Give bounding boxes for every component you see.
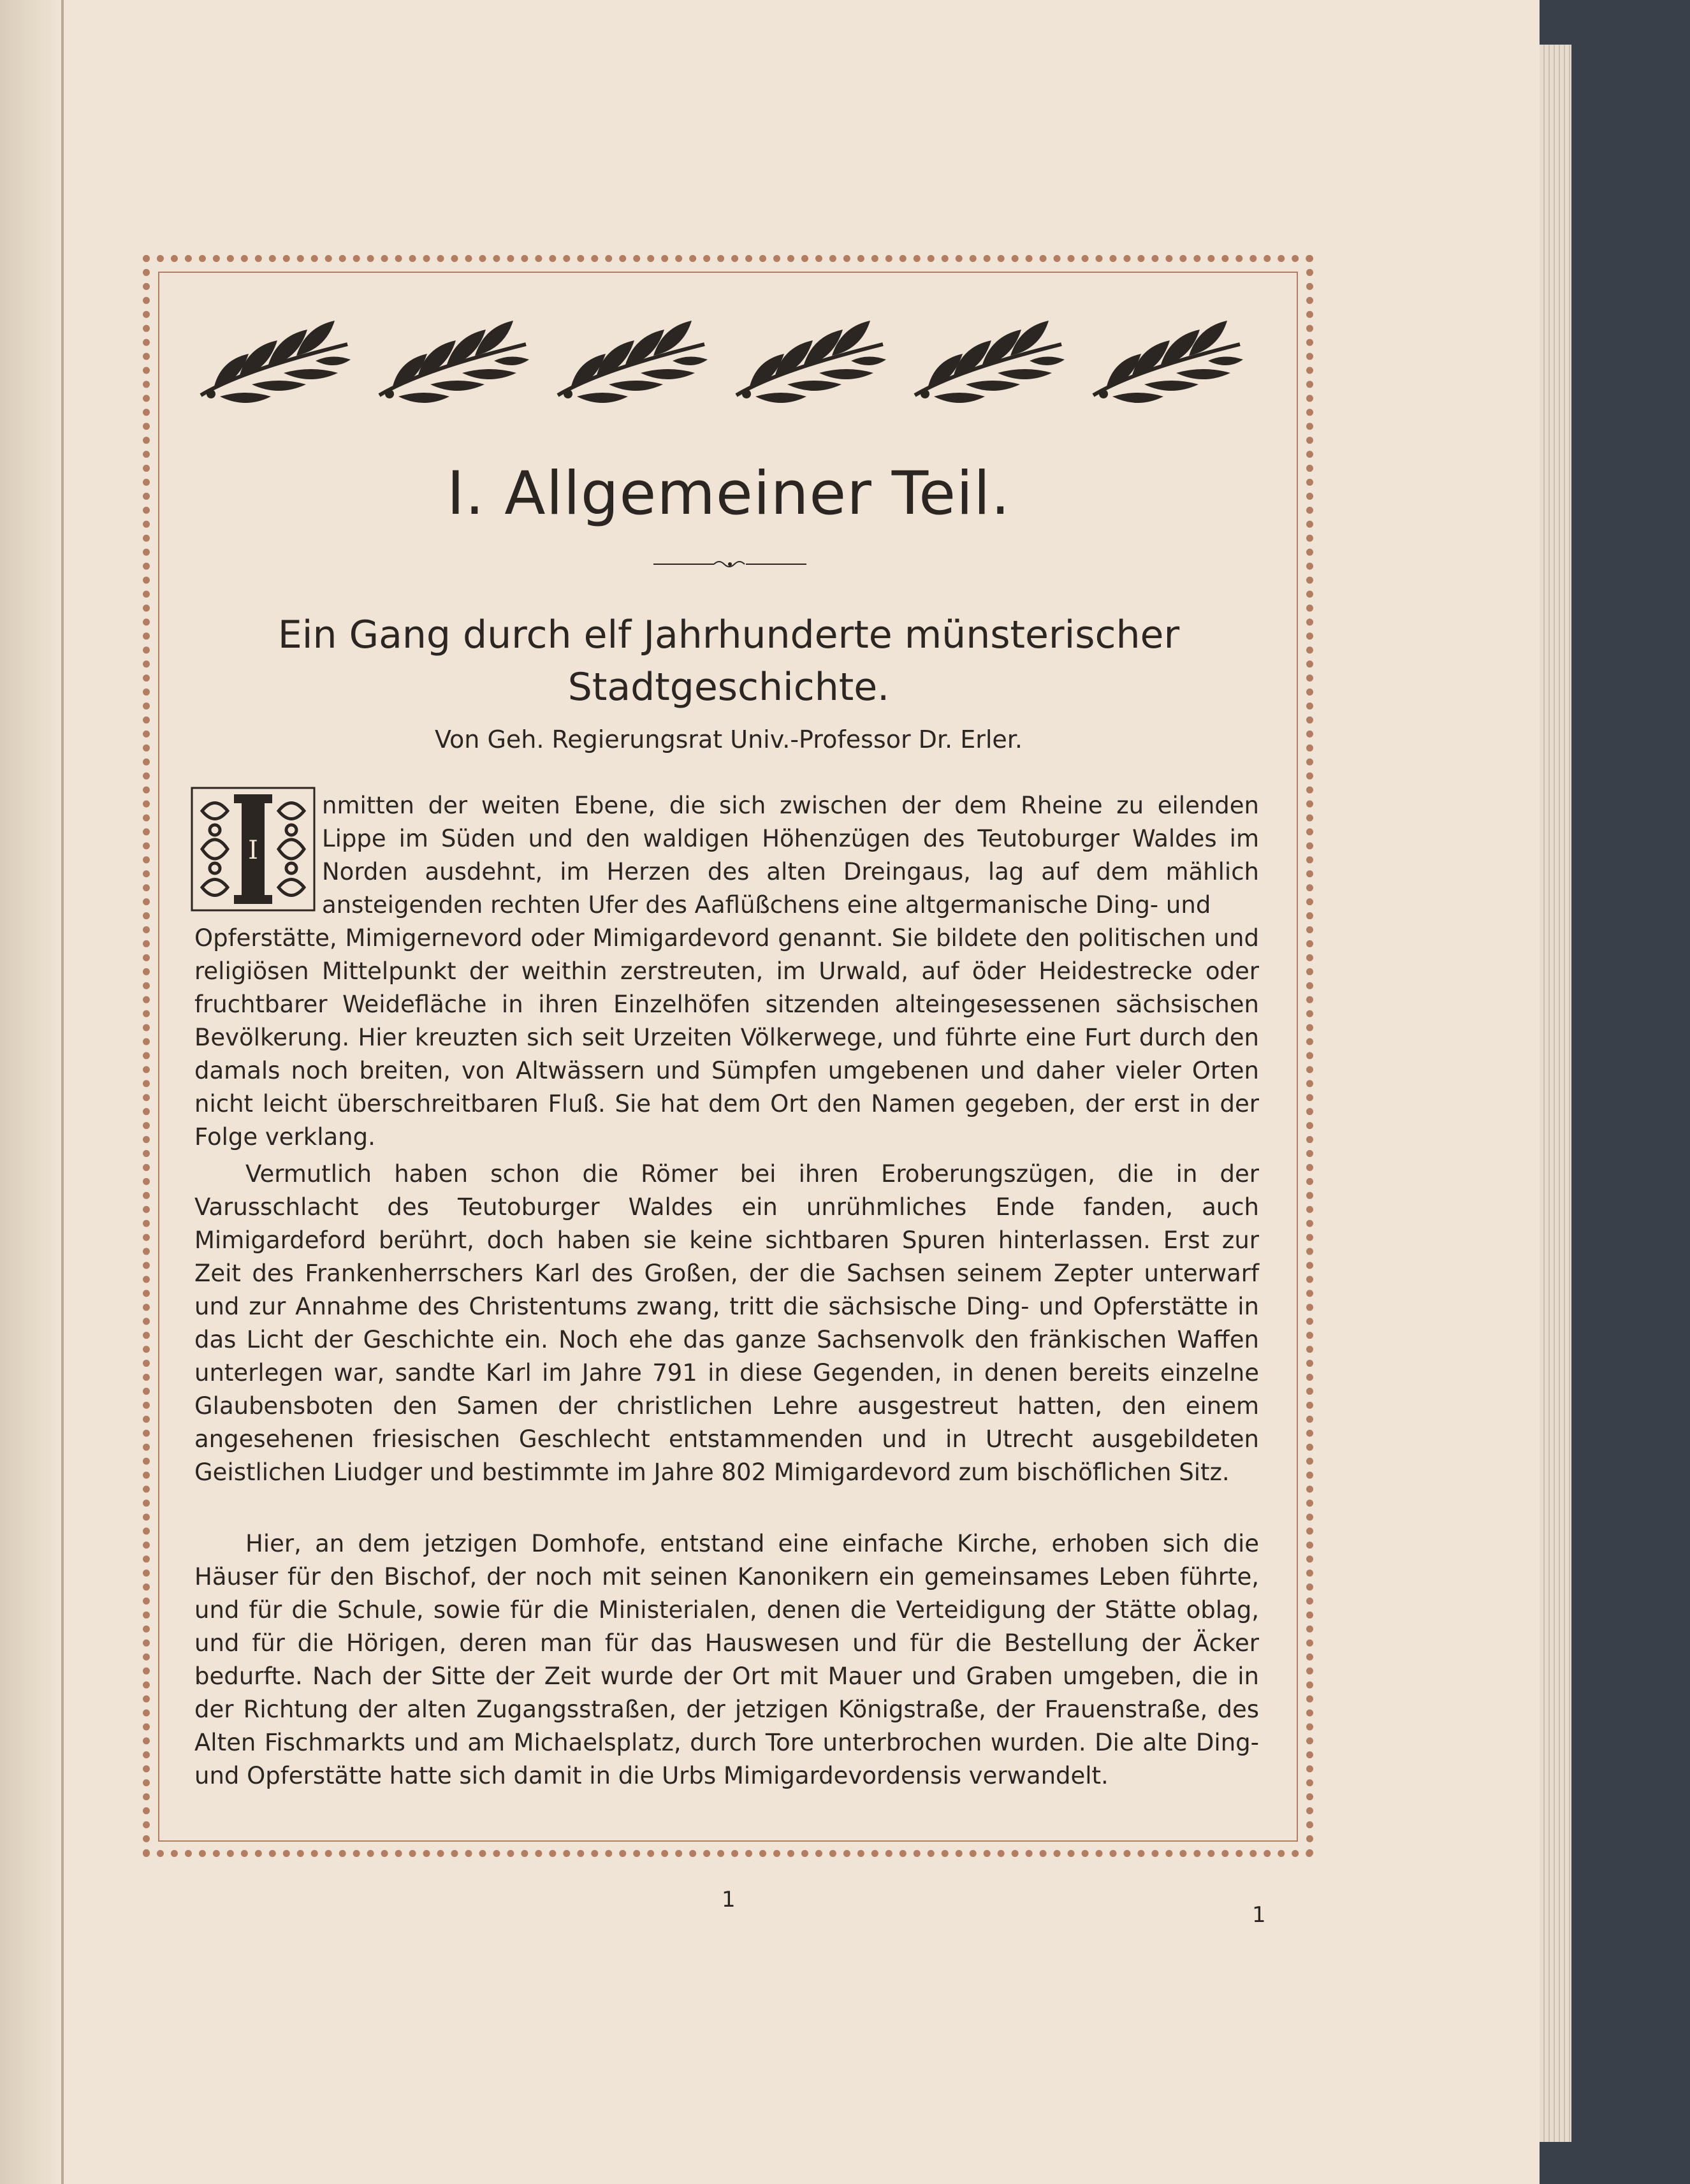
paragraph-1-continued: Opferstätte, Mimigernevord oder Mimigardevord genannt. Sie bildete den politischen und religiösen Mittelpunkt der weithin zerstreuten, im Urwald, auf öder Heidestrecke oder fruchtbarer Weidefläche in ihren Einzelhöfen sitzenden alteingesessenen sächsischen Bevölkerung. Hier kreuzten sich seit Urzeiten Völkerwege, und führte eine Furt durch den damals noch breiten, von Altwässern und Sümpfen umgebenen und daher vieler Orten nicht leicht überschreitbaren Fluß. Sie hat dem Ort den Namen gegeben, der erst in der Folge verklang. — [194, 924, 1259, 1151]
laurel-branch-frieze-icon — [194, 300, 1263, 421]
page-content — [194, 300, 1263, 1826]
signature-mark: 1 — [722, 1887, 736, 1912]
chapter-heading: I. Allgemeiner Teil. — [446, 459, 1011, 528]
paragraph-2: Vermutlich haben schon die Römer bei ihren Eroberungszügen, die in der Varusschlacht des Teutoburger Waldes ein unrühmliches Ende fanden, auch Mimigardeford berührt, doch haben sie keine sichtbaren Spuren hinterlassen. Erst zur Zeit des Frankenherrschers Karl des Großen, der die Sachsen seinem Zepter unterwarf und zur Annahme des Christentums zwang, tritt die sächsische Ding- und Opferstätte in das Licht der Geschichte ein. Noch ehe das ganze Sachsenvolk den fränkischen Waffen unterlegen war, sandte Karl im Jahre 791 in diese Gegenden, in denen bereits einzelne Glaubensboten den Samen der christlichen Lehre ausgestreut hatten, den einem angesehenen friesischen Geschlecht entstammenden und in Utrecht ausgebildeten Geistlichen Liudger und bestimmte im Jahre 802 Mimigardevord zum bischöflichen Sitz. — [194, 1160, 1259, 1486]
dropcap-letter: I — [248, 836, 258, 865]
page-stack-edge — [1540, 45, 1571, 2142]
article-title: Ein Gang durch elf Jahrhunderte münsterischer Stadtgeschichte. — [277, 613, 1180, 710]
ornamental-rule-icon — [653, 555, 806, 574]
paragraph-1-lead: nmitten der weiten Ebene, die sich zwischen der dem Rheine zu eilenden Lippe im Süden und den waldigen Höhenzügen des Teutoburger Waldes im Norden ausdehnt, im Herzen des alten Dreingaus, lag auf dem mählich ansteigenden rechten Ufer des Aaflüßchens eine altgermanische Ding- und — [322, 792, 1259, 919]
facing-page-edge — [0, 0, 62, 2184]
decorated-initial-icon — [189, 785, 317, 913]
paragraph-3: Hier, an dem jetzigen Domhofe, entstand eine einfache Kirche, erhoben sich die Häuser für den Bischof, der noch mit seinen Kanonikern ein gemeinsames Leben führte, und für die Schule, sowie für die Ministerialen, denen die Verteidigung der Stätte oblag, und für die Hörigen, deren man für das Hauswesen und für die Bestellung der Äcker bedurfte. Nach der Sitte der Zeit wurde der Ort mit Mauer und Graben umgeben, die in der Richtung der alten Zugangsstraßen, der jetzigen Königstraße, der Frauenstraße, des Alten Fischmarkts und am Michaelsplatz, durch Tore unterbrochen wurden. Die alte Ding- und Opferstätte hatte sich damit in die Urbs Mimigardevordensis verwandelt. — [194, 1530, 1259, 1789]
book-gutter — [61, 0, 64, 2184]
page-number: 1 — [1252, 1902, 1266, 1928]
author-byline: Von Geh. Regierungsrat Univ.-Professor Dr. Erler. — [435, 725, 1023, 753]
